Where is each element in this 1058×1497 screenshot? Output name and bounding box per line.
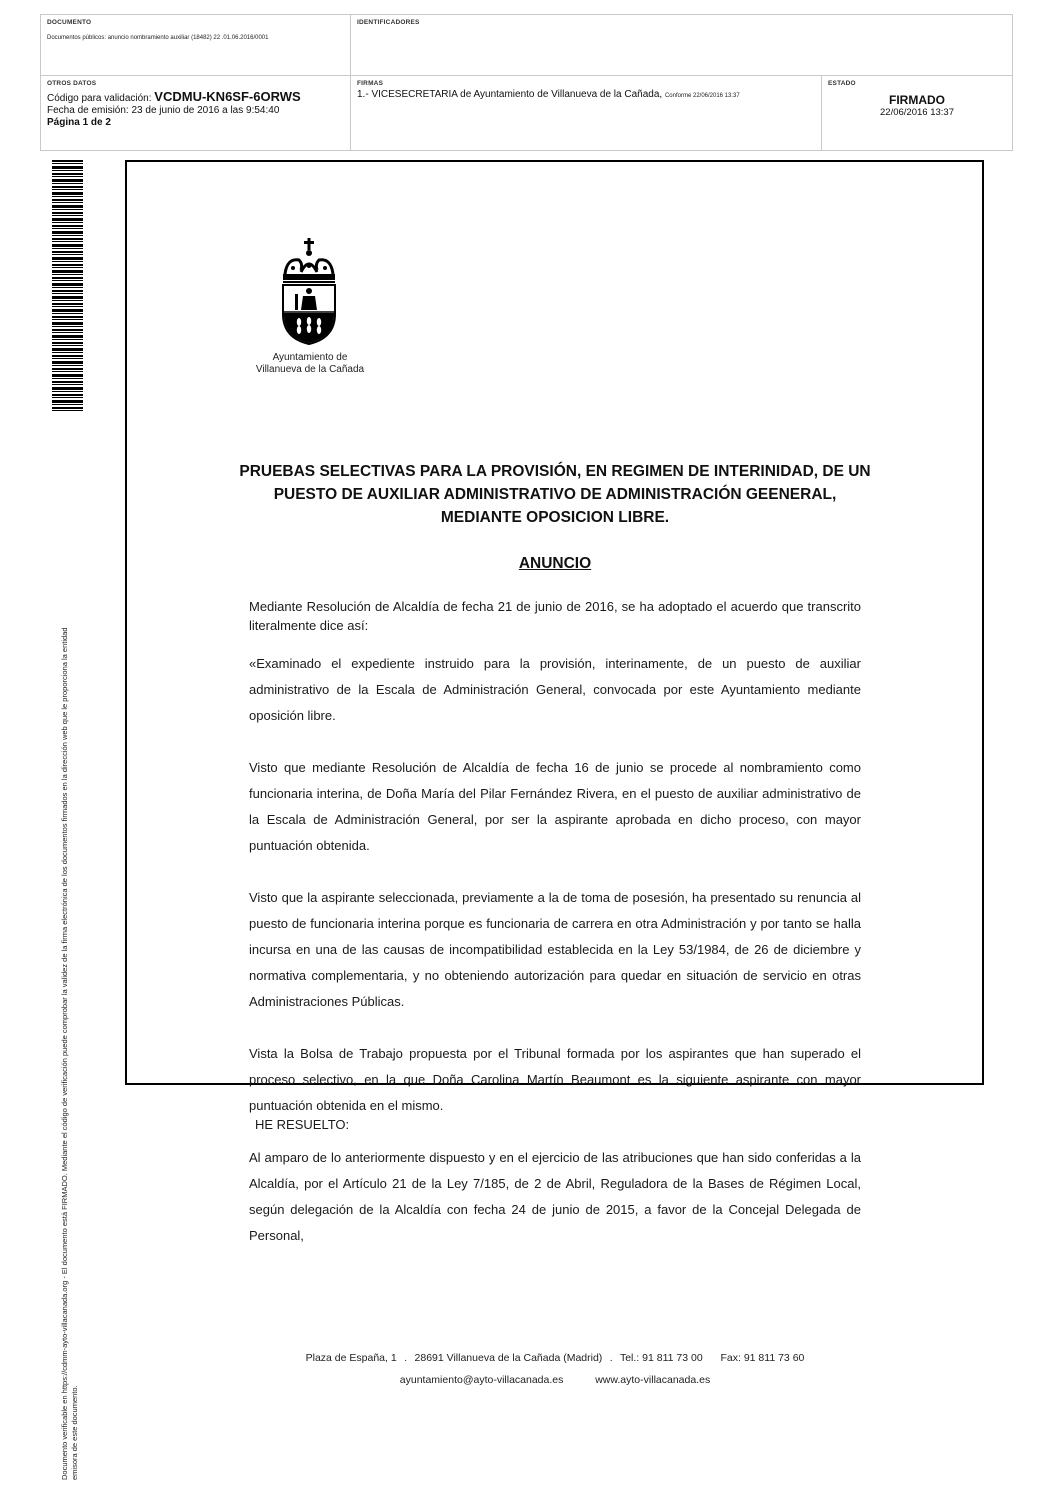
firmas-cell [350,75,822,151]
identificadores-label: IDENTIFICADORES [357,19,420,26]
logo-line2: Villanueva de la Cañada [255,364,365,375]
documento-text: Documentos públicos: anuncio nombramiento auxiliar (18482) 22 .01.06.2016/0001 [47,35,269,41]
anuncio-heading: ANUNCIO [518,555,592,572]
otros-datos-label: OTROS DATOS [47,80,97,87]
paragraph: «Examinado el expediente instruido para la provisión, interinamente, de un puesto de auxiliar administrativo de la Escala de Administración General, convocada por este Ayuntamiento mediante oposición libre. [249,656,861,723]
footer-web: www.ayto-villacanada.es [595,1374,711,1386]
barcode-icon [52,160,83,412]
paragraph: Vista la Bolsa de Trabajo propuesta por el Tribunal formada por los aspirantes que han superado el proceso selectivo, en la que Doña Carolina Martín Beaumont es la siguiente aspirante con mayor puntuación obtenida en el mismo. [249,1046,861,1113]
firmas-label: FIRMAS [357,80,384,87]
logo-line1: Ayuntamiento de [272,352,348,363]
footer-city: 28691 Villanueva de la Cañada (Madrid) [414,1352,603,1364]
paragraph: Al amparo de lo anteriormente dispuesto y en el ejercicio de las atribuciones que han sido conferidas a la Alcaldía, por el Artículo 21 de la Ley 7/185, de 2 de Abril, Reguladora de la Bases de Régimen Local, según delegación de la Alcaldía con fecha 24 de junio de 2015, a favor de la Concejal Delegada de Personal, [249,1150,861,1243]
estado-cell [821,75,1013,151]
paragraph: Visto que mediante Resolución de Alcaldía de fecha 16 de junio se procede al nombramiento como funcionaria interina, de Doña María del Pilar Fernández Rivera, en el puesto de auxiliar administrativo de la Escala de Administración General, por ser la aspirante aprobada en dicho proceso, con mayor puntuación obtenida. [249,760,861,853]
documento-label: DOCUMENTO [47,19,92,26]
otros-datos-cell [40,75,351,151]
document-footer: Plaza de España, 1 . 28691 Villanueva de la Cañada (Madrid) . Tel.: 91 811 73 00 Fax: 91 811 73 60 ayuntamiento@ayto-villacanada.es www.ayto-villacanada.es [305,1352,805,1386]
document-header [40,14,1013,151]
side-text-line1: Documento verificable en https://cdmm-ayto-villacanada.org - El documento está FIRMADO. Mediante el código de verificación puede comprobar la validez de la firma electrónica de los documentos firmados en la dirección web que le proporciona la entidad [60,627,69,1480]
firma-note: Conforme 22/06/2016 13:37 [664,93,740,99]
firma-text: 1.- VICESECRETARIA de Ayuntamiento de Villanueva de la Cañada, [357,89,663,100]
footer-address: Plaza de España, 1 [305,1352,397,1364]
estado-label: ESTADO [828,80,856,87]
document-body [249,597,861,1275]
side-text-line2: emisora de este documento. [70,1385,79,1480]
municipal-logo [255,236,365,376]
verification-side-text [60,435,80,1480]
paragraph: Visto que la aspirante seleccionada, previamente a la de toma de posesión, ha presentado su renuncia al puesto de funcionaria interina porque es funcionaria de carrera en otra Administración y por tanto se halla incursa en una de las causas de incompatibilidad establecida en la Ley 53/1984, de 26 de diciembre y normativa complementaria, y no obteniendo autorización para quedar en situación de servicio en otras Administraciones Públicas. [249,890,861,1009]
documento-cell [40,14,351,76]
fecha-emision: Fecha de emisión: 23 de junio de 2016 a las 9:54:40 [47,105,280,116]
paragraph: Mediante Resolución de Alcaldía de fecha 21 de junio de 2016, se ha adoptado el acuerdo que transcrito literalmente dice así: [249,599,861,633]
estado-value: FIRMADO [889,93,945,107]
footer-fax: Fax: 91 811 73 60 [720,1352,805,1364]
document-frame [125,160,984,1386]
coat-of-arms-icon [279,236,339,346]
codigo-label: Código para validación: [47,93,152,104]
identificadores-cell [350,14,1013,76]
pagina-indicator: Página 1 de 2 [47,117,111,128]
estado-date: 22/06/2016 13:37 [880,107,954,118]
he-resuelto: HE RESUELTO: [255,1117,350,1132]
document-title: PRUEBAS SELECTIVAS PARA LA PROVISIÓN, EN REGIMEN DE INTERINIDAD, DE UN PUESTO DE AUXILIAR ADMINISTRATIVO DE ADMINISTRACIÓN GEENERAL, MEDIANTE OPOSICION LIBRE. [239,463,871,526]
footer-email: ayuntamiento@ayto-villacanada.es [399,1374,564,1386]
codigo-value: VCDMU-KN6SF-6ORWS [154,89,301,104]
footer-tel: Tel.: 91 811 73 00 [619,1352,703,1364]
